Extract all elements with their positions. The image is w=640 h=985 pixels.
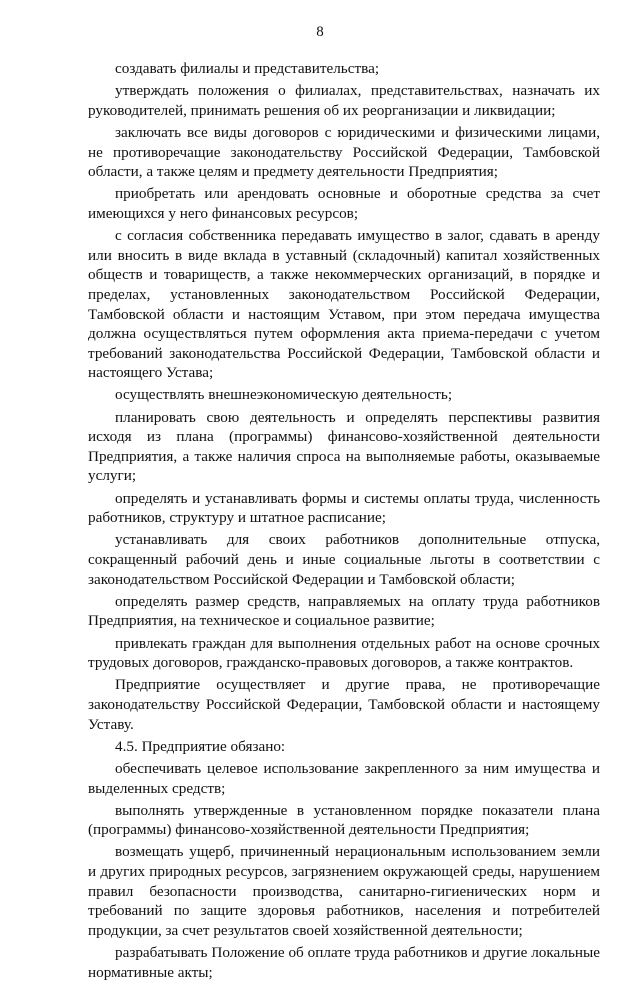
page-number: 8 bbox=[316, 24, 324, 40]
paragraph: разрабатывать Положение об оплате труда работников и другие локальные нормативные акты; bbox=[88, 944, 600, 981]
paragraph: утверждать положения о филиалах, представительствах, назначать их руководителей, принимать решения об их реорганизации и ликвидации; bbox=[88, 82, 600, 119]
paragraph: определять размер средств, направляемых на оплату труда работников Предприятия, на техническое и социальное развитие; bbox=[88, 592, 600, 630]
paragraph: привлекать граждан для выполнения отдельных работ на основе срочных трудовых договоров, гражданско-правовых договоров, а также контрактов. bbox=[88, 634, 600, 672]
paragraph: создавать филиалы и представительства; bbox=[115, 60, 380, 77]
section-heading: 4.5. Предприятие обязано: bbox=[115, 737, 286, 755]
paragraph: обеспечивать целевое использование закрепленного за ним имущества и выделенных средств; bbox=[88, 759, 600, 797]
paragraph: возмещать ущерб, причиненный нерациональным использованием земли и других природных ресурсов, загрязнением окружающей среды, нарушением правил безопасности производства, санитарно-гигиенических норм и требований по защите здоровья работников, населения и потребителей продукции, за счет результатов своей хозяйственной деятельности; bbox=[88, 843, 600, 939]
paragraph: заключать все виды договоров с юридическими и физическими лицами, не противоречащие законодательству Российской Федерации, Тамбовской области, а также целям и предмету деятельности Предприятия; bbox=[88, 123, 600, 181]
document-body bbox=[88, 59, 600, 985]
paragraph: устанавливать для своих работников дополнительные отпуска, сокращенный рабочий день и иные социальные льготы в соответствии с законодательством Российской Федерации и Тамбовской области; bbox=[88, 531, 600, 588]
paragraph: Предприятие осуществляет и другие права, не противоречащие законодательству Российской Федерации, Тамбовской области и настоящему Уставу. bbox=[88, 676, 600, 733]
paragraph: определять и устанавливать формы и системы оплаты труда, численность работников, структуру и штатное расписание; bbox=[88, 489, 600, 527]
paragraph: приобретать или арендовать основные и оборотные средства за счет имеющихся у него финансовых ресурсов; bbox=[88, 185, 600, 222]
paragraph: выполнять утвержденные в установленном порядке показатели плана (программы) финансово-хозяйственной деятельности Предприятия; bbox=[88, 801, 600, 839]
paragraph: осуществлять внешнеэкономическую деятельность; bbox=[115, 386, 453, 404]
paragraph: планировать свою деятельность и определять перспективы развития исходя из плана (программы) финансово-хозяйственной деятельности Предприятия, а также наличия спроса на выполняемые работы, оказываемые услуги; bbox=[88, 408, 600, 485]
paragraph: с согласия собственника передавать имущество в залог, сдавать в аренду или вносить в виде вклада в уставный (складочный) капитал хозяйственных обществ и товариществ, а также некоммерческих организаций, в порядке и пределах, установленных законодательством Российской Федерации, Тамбовской области и настоящим Уставом, при этом передача имущества должна осуществляться путем оформления акта приема-передачи с учетом требований законодательства Российской Федерации, Тамбовской области и настоящего Устава; bbox=[88, 227, 600, 382]
